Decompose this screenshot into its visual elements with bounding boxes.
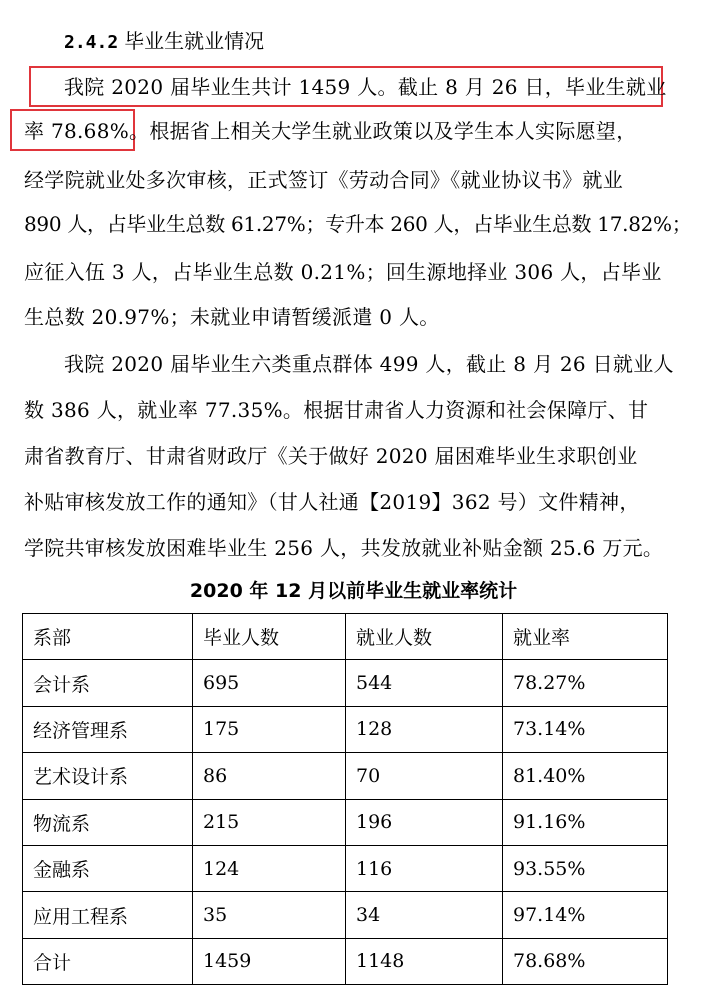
cell-department: 艺术设计系 (23, 753, 193, 799)
table-header-row (23, 614, 668, 660)
paragraph2-line: 我院 2020 届毕业生六类重点群体 499 人，截止 8 月 26 日就业人 (64, 352, 674, 376)
table-row (23, 753, 668, 799)
cell-graduates: 86 (193, 753, 346, 799)
cell-employed: 34 (346, 892, 503, 938)
cell-employed: 196 (346, 799, 503, 845)
cell-department: 应用工程系 (23, 892, 193, 938)
cell-department: 经济管理系 (23, 706, 193, 752)
paragraph1-line: 我院 2020 届毕业生共计 1459 人。截止 8 月 26 日，毕业生就业 (64, 75, 667, 99)
cell-graduates: 215 (193, 799, 346, 845)
cell-rate: 78.68% (503, 938, 668, 984)
paragraph1-line: 率 78.68%。根据省上相关大学生就业政策以及学生本人实际愿望， (24, 119, 637, 143)
table-total-row (23, 938, 668, 984)
cell-rate: 78.27% (503, 660, 668, 706)
header-cell-employed: 就业人数 (346, 614, 503, 660)
paragraph1-line: 经学院就业处多次审核，正式签订《劳动合同》《就业协议书》就业 (24, 168, 623, 192)
paragraph2-line: 数 386 人，就业率 77.35%。根据甘肃省人力资源和社会保障厅、甘 (24, 398, 649, 422)
section-number: 2.4.2 (64, 32, 119, 53)
table-row (23, 706, 668, 752)
header-cell-department: 系部 (23, 614, 193, 660)
cell-rate: 73.14% (503, 706, 668, 752)
cell-graduates: 1459 (193, 938, 346, 984)
cell-graduates: 35 (193, 892, 346, 938)
cell-employed: 1148 (346, 938, 503, 984)
cell-rate: 93.55% (503, 845, 668, 891)
section-heading (64, 29, 264, 55)
cell-rate: 91.16% (503, 799, 668, 845)
cell-department: 物流系 (23, 799, 193, 845)
table-row (23, 892, 668, 938)
header-cell-graduates: 毕业人数 (193, 614, 346, 660)
paragraph2-line: 学院共审核发放困难毕业生 256 人，共发放就业补贴金额 25.6 万元。 (24, 536, 664, 560)
cell-employed: 70 (346, 753, 503, 799)
cell-employed: 128 (346, 706, 503, 752)
paragraph2-line: 补贴审核发放工作的通知》（甘人社通【2019】362 号）文件精神， (24, 490, 640, 514)
cell-rate: 81.40% (503, 753, 668, 799)
cell-rate: 97.14% (503, 892, 668, 938)
cell-department: 会计系 (23, 660, 193, 706)
cell-graduates: 124 (193, 845, 346, 891)
table-row (23, 845, 668, 891)
header-cell-rate: 就业率 (503, 614, 668, 660)
section-title: 毕业生就业情况 (124, 29, 265, 53)
cell-department: 合计 (23, 938, 193, 984)
cell-employed: 116 (346, 845, 503, 891)
paragraph1-line: 890 人，占毕业生总数 61.27%；专升本 260 人，占毕业生总数 17.82%； (24, 212, 692, 236)
cell-graduates: 695 (193, 660, 346, 706)
employment-rate-table (22, 613, 668, 985)
paragraph1-line: 应征入伍 3 人，占毕业生总数 0.21%；回生源地择业 306 人，占毕业 (24, 260, 662, 284)
cell-graduates: 175 (193, 706, 346, 752)
cell-department: 金融系 (23, 845, 193, 891)
paragraph1-line: 生总数 20.97%；未就业申请暂缓派遣 0 人。 (24, 305, 440, 329)
cell-employed: 544 (346, 660, 503, 706)
paragraph2-line: 肃省教育厅、甘肃省财政厅《关于做好 2020 届困难毕业生求职创业 (24, 444, 638, 468)
table-title: 2020 年 12 月以前毕业生就业率统计 (189, 580, 518, 602)
table-row (23, 799, 668, 845)
table-row (23, 660, 668, 706)
